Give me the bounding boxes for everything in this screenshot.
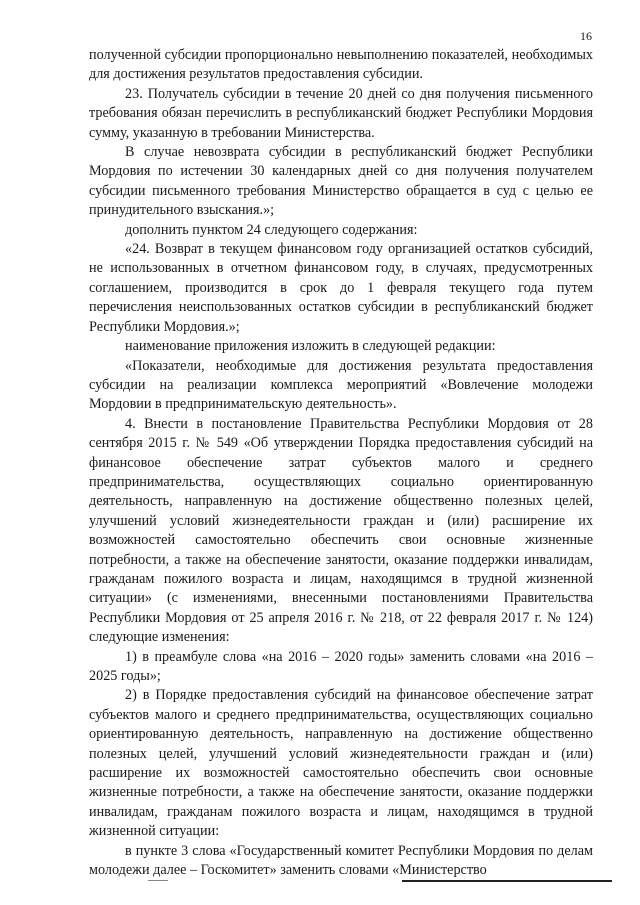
page-number: 16: [580, 29, 592, 43]
paragraph-subitem-1: 1) в преамбуле слова «на 2016 – 2020 годы» заменить словами «на 2016 – 2025 годы»;: [89, 648, 593, 684]
paragraph-annex-title: «Показатели, необходимые для достижения результата предоставления субсидии на реализации комплекса мероприятий «Вовлечение молодежи Мордовии в предпринимательскую деятельность».: [89, 357, 593, 413]
document-body: [89, 46, 593, 880]
paragraph-annex-title-instruction: наименование приложения изложить в следующей редакции:: [125, 338, 496, 355]
footer-mark: [148, 880, 168, 881]
paragraph-subitem-2: 2) в Порядке предоставления субсидий на финансовое обеспечение затрат субъектов малого и среднего предпринимательства, осуществляющих социально ориентированную деятельность, направленную на достижение общественно полезных целей, улучшений условий жизнедеятельности граждан и (или) расширение их возможностей самостоятельно обеспечить свои основные жизненные потребности, а также на обеспечение занятости, оказание поддержки инвалидам, гражданам пожилого возраста и лицам, находящимся в трудной жизненной ситуации:: [89, 687, 593, 840]
footer-rule: [402, 880, 612, 882]
paragraph-item-23: 23. Получатель субсидии в течение 20 дней со дня получения письменного требования обязан перечислить в республиканский бюджет Республики Мордовия сумму, указанную в требовании Министерства.: [89, 85, 593, 141]
paragraph-item-24: «24. Возврат в текущем финансовом году организацией остатков субсидий, не использованных в отчетном финансовом году, в случаях, предусмотренных соглашением, производится в срок до 1 февраля текущего года путем перечисления неиспользованных остатков субсидии в республиканский бюджет Республики Мордовия.»;: [89, 241, 593, 335]
paragraph-clause-3: в пункте 3 слова «Государственный комитет Республики Мордовия по делам молодежи далее – Госкомитет» заменить словами «Министерство: [89, 842, 593, 879]
paragraph-continuation: полученной субсидии пропорционально невыполнению показателей, необходимых для достижения результатов предоставления субсидии.: [89, 47, 593, 83]
paragraph-nonreturn: В случае невозврата субсидии в республиканский бюджет Республики Мордовия по истечении 30 календарных дней со дня получения получателем субсидии письменного требования Министерство обращается в суд с целью ее принудительного взыскания.»;: [89, 144, 593, 219]
paragraph-item-4: 4. Внести в постановление Правительства Республики Мордовия от 28 сентября 2015 г. № 549 «Об утверждении Порядка предоставления субсидий на финансовое обеспечение затрат субъектов малого и среднего предпринимательства, осуществляющих социально ориентированную деятельность, направленную на достижение общественно полезных целей, улучшений условий жизнедеятельности граждан и (или) расширение их возможностей самостоятельно обеспечить свои основные жизненные потребности, а также на обеспечение занятости, оказание поддержки инвалидам, гражданам пожилого возраста и лицам, находящимся в трудной жизненной ситуации» (с изменениями, внесенными постановлениями Правительства Республики Мордовия от 25 апреля 2016 г. № 218, от 22 февраля 2017 г. № 124) следующие изменения:: [89, 415, 593, 646]
paragraph-add-item-24: дополнить пунктом 24 следующего содержания:: [125, 221, 418, 238]
